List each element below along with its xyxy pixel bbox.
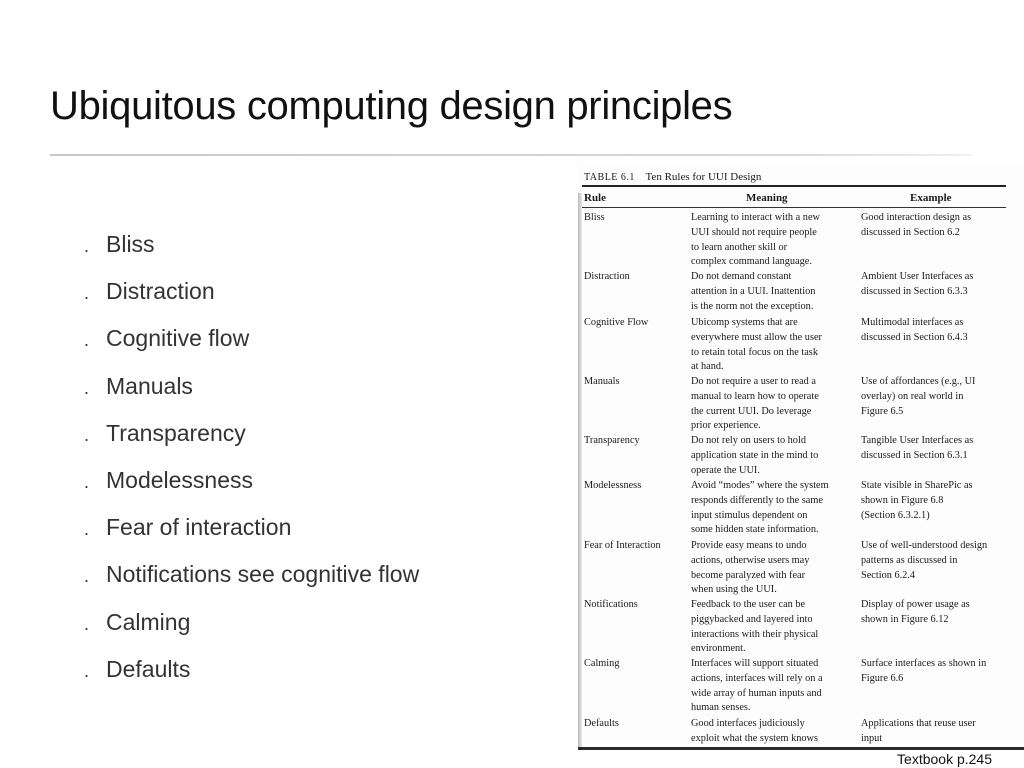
source-note: Textbook p.245 xyxy=(897,751,992,767)
principle-item xyxy=(84,411,419,458)
example-cell xyxy=(861,657,1007,687)
rule-cell: Distraction xyxy=(584,271,630,282)
meaning-line: interactions with their physical xyxy=(691,628,819,640)
principle-item xyxy=(84,505,419,552)
rule-cell: Transparency xyxy=(584,435,640,446)
meaning-line: actions, otherwise users may xyxy=(691,554,810,566)
header-rule: Rule xyxy=(584,192,606,204)
principle-item xyxy=(84,647,419,694)
principle-label: Defaults xyxy=(106,655,191,682)
meaning-line: to retain total focus on the task xyxy=(691,346,818,358)
example-cell xyxy=(861,598,1007,628)
meaning-line: when using the UUI. xyxy=(691,584,777,596)
meaning-line: become paralyzed with fear xyxy=(691,569,806,581)
textbook-table-scan xyxy=(578,163,1024,750)
meaning-line: Feedback to the user can be xyxy=(691,599,806,610)
meaning-line: environment. xyxy=(691,643,746,655)
example-line: shown in Figure 6.8 xyxy=(861,494,944,506)
example-line: overlay) on real world in xyxy=(861,390,964,402)
meaning-cell xyxy=(691,598,857,657)
bullet-marker: . xyxy=(84,472,90,493)
bullet-marker: . xyxy=(84,566,90,587)
example-line: discussed in Section 6.4.3 xyxy=(861,331,968,343)
rule-cell: Fear of Interaction xyxy=(584,540,661,551)
example-line: Good interaction design as xyxy=(861,212,972,223)
meaning-line: Interfaces will support situated xyxy=(691,658,819,669)
example-line: (Section 6.3.2.1) xyxy=(861,509,930,521)
meaning-cell xyxy=(691,211,857,270)
bullet-marker: . xyxy=(84,283,90,304)
meaning-line: Ubicomp systems that are xyxy=(691,317,798,328)
example-line: input xyxy=(861,732,883,744)
example-line: Tangible User Interfaces as xyxy=(861,435,974,446)
meaning-line: prior experience. xyxy=(691,420,761,432)
meaning-line: Do not demand constant xyxy=(691,271,792,282)
meaning-line: attention in a UUI. Inattention xyxy=(691,285,816,297)
meaning-line: manual to learn how to operate xyxy=(691,390,819,402)
meaning-cell xyxy=(691,657,857,716)
example-line: shown in Figure 6.12 xyxy=(861,613,949,625)
principle-label: Transparency xyxy=(106,419,246,446)
example-cell xyxy=(861,434,1007,464)
principle-label: Fear of interaction xyxy=(106,514,292,541)
meaning-cell xyxy=(691,479,857,538)
principle-item xyxy=(84,316,419,363)
bullet-marker: . xyxy=(84,660,90,681)
example-cell xyxy=(861,479,1007,523)
principle-item xyxy=(84,364,419,411)
rule-cell: Bliss xyxy=(584,212,605,223)
example-cell xyxy=(861,539,1007,583)
meaning-line: actions, interfaces will rely on a xyxy=(691,672,823,684)
rule-cell: Notifications xyxy=(584,599,638,610)
example-line: Use of affordances (e.g., UI xyxy=(861,376,976,387)
bullet-marker: . xyxy=(84,377,90,398)
bullet-marker: . xyxy=(84,519,90,540)
principle-item xyxy=(84,600,419,647)
meaning-line: input stimulus dependent on xyxy=(691,509,808,521)
principle-label: Cognitive flow xyxy=(106,325,250,352)
rule-cell: Defaults xyxy=(584,718,619,729)
header-meaning: Meaning xyxy=(746,192,788,204)
example-cell xyxy=(861,717,1007,747)
slide-title: Ubiquitous computing design principles xyxy=(50,84,733,128)
principle-label: Modelessness xyxy=(106,467,254,494)
example-line: Use of well-understood design xyxy=(861,540,988,551)
principles-list xyxy=(84,222,419,694)
meaning-line: at hand. xyxy=(691,361,724,373)
meaning-line: wide array of human inputs and xyxy=(691,687,822,699)
meaning-line: complex command language. xyxy=(691,256,812,268)
meaning-line: the current UUI. Do leverage xyxy=(691,405,812,417)
example-line: Ambient User Interfaces as xyxy=(861,271,974,282)
principle-label: Calming xyxy=(106,608,191,635)
scan-bottom-edge xyxy=(578,747,1024,750)
principle-item xyxy=(84,458,419,505)
header-example: Example xyxy=(910,192,952,204)
example-line: discussed in Section 6.2 xyxy=(861,226,960,238)
example-cell xyxy=(861,316,1007,346)
example-line: Figure 6.5 xyxy=(861,405,904,417)
meaning-line: is the norm not the exception. xyxy=(691,300,814,312)
example-line: Section 6.2.4 xyxy=(861,569,916,581)
title-divider xyxy=(50,154,972,156)
example-line: Display of power usage as xyxy=(861,599,970,610)
meaning-line: UUI should not require people xyxy=(691,226,817,238)
example-cell xyxy=(861,270,1007,300)
meaning-line: some hidden state information. xyxy=(691,524,819,536)
example-line: Multimodal interfaces as xyxy=(861,317,964,328)
example-line: Surface interfaces as shown in xyxy=(861,658,987,669)
meaning-line: Do not rely on users to hold xyxy=(691,435,806,446)
example-line: Applications that reuse user xyxy=(861,718,976,729)
bullet-marker: . xyxy=(84,330,90,351)
rule-cell: Calming xyxy=(584,658,620,669)
table-header-rule xyxy=(582,207,1006,208)
example-line: State visible in SharePic as xyxy=(861,480,973,491)
meaning-line: to learn another skill or xyxy=(691,241,788,253)
principle-label: Distraction xyxy=(106,278,215,305)
meaning-cell xyxy=(691,375,857,434)
meaning-line: Good interfaces judiciously xyxy=(691,718,805,729)
bullet-marker: . xyxy=(84,236,90,256)
meaning-line: Learning to interact with a new xyxy=(691,212,820,223)
principle-item xyxy=(84,222,419,269)
example-line: patterns as discussed in xyxy=(861,554,958,566)
example-line: Figure 6.6 xyxy=(861,672,904,684)
meaning-line: exploit what the system knows xyxy=(691,732,818,744)
meaning-line: Do not require a user to read a xyxy=(691,376,816,387)
principle-label: Manuals xyxy=(106,372,193,399)
example-line: discussed in Section 6.3.3 xyxy=(861,285,968,297)
meaning-cell xyxy=(691,270,857,314)
table-label: TABLE 6.1 xyxy=(584,172,635,183)
table-title: Ten Rules for UUI Design xyxy=(645,171,762,183)
meaning-cell xyxy=(691,434,857,478)
bullet-marker: . xyxy=(84,424,90,445)
table-caption xyxy=(584,171,761,183)
rule-cell: Modelessness xyxy=(584,480,642,491)
bullet-marker: . xyxy=(84,613,90,634)
meaning-line: operate the UUI. xyxy=(691,464,760,476)
principle-label: Bliss xyxy=(106,231,155,257)
meaning-line: human senses. xyxy=(691,702,751,714)
meaning-line: Avoid “modes” where the system xyxy=(691,480,829,491)
meaning-line: Provide easy means to undo xyxy=(691,540,807,551)
meaning-cell xyxy=(691,717,857,747)
principle-label: Notifications see cognitive flow xyxy=(106,561,420,588)
example-cell xyxy=(861,211,1007,241)
meaning-cell xyxy=(691,316,857,375)
table-top-rule xyxy=(582,185,1006,187)
meaning-line: everywhere must allow the user xyxy=(691,331,822,343)
principle-item xyxy=(84,552,419,599)
rule-cell: Cognitive Flow xyxy=(584,317,649,328)
meaning-cell xyxy=(691,539,857,598)
rule-cell: Manuals xyxy=(584,376,620,387)
example-cell xyxy=(861,375,1007,419)
meaning-line: responds differently to the same xyxy=(691,494,823,506)
page-edge-shadow xyxy=(578,193,582,750)
meaning-line: application state in the mind to xyxy=(691,449,819,461)
example-line: discussed in Section 6.3.1 xyxy=(861,449,968,461)
principle-item xyxy=(84,269,419,316)
meaning-line: piggybacked and layered into xyxy=(691,613,813,625)
